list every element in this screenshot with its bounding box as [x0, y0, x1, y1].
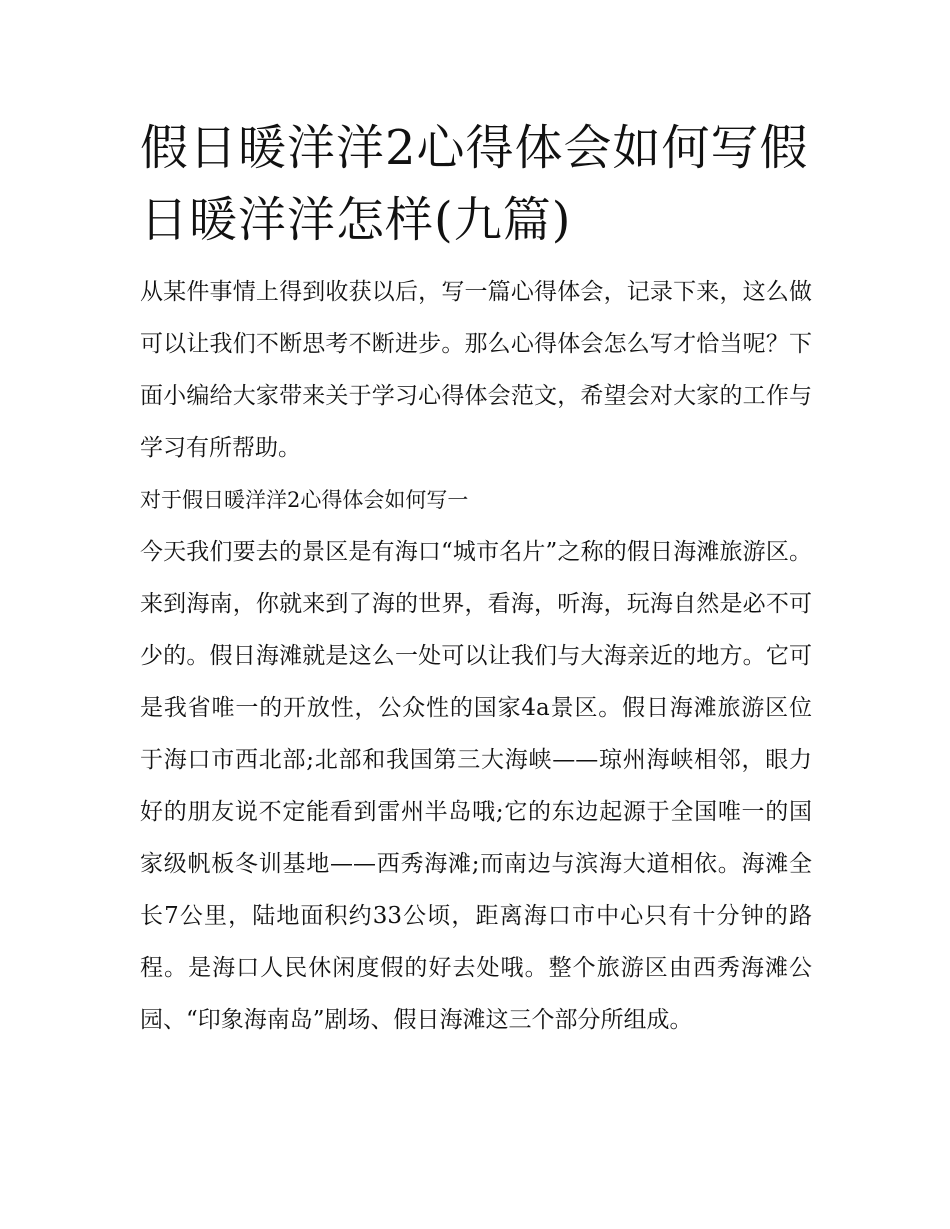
section-heading: 对于假日暖洋洋2心得体会如何写一: [140, 488, 469, 512]
body-paragraph: 今天我们要去的景区是有海口“城市名片”之称的假日海滩旅游区。来到海南，你就来到了海的世界，看海，听海，玩海自然是必不可少的。假日海滩就是这么一处可以让我们与大海亲近的地方。它可是我省唯一的开放性，公众性的国家4a景区。假日海滩旅游区位于海口市西北部;北部和我国第三大海峡——琼州海峡相邻，眼力好的朋友说不定能看到雷州半岛哦;它的东边起源于全国唯一的国家级帆板冬训基地——西秀海滩;而南边与滨海大道相依。海滩全长7公里，陆地面积约33公顷，距离海口市中心只有十分钟的路程。是海口人民休闲度假的好去处哦。整个旅游区由西秀海滩公园、“印象海南岛”剧场、假日海滩这三个部分所组成。: [140, 539, 812, 1033]
document-page: [140, 112, 812, 1046]
document-title: 假日暖洋洋2心得体会如何写假日暖洋洋怎样(九篇): [140, 120, 809, 248]
intro-paragraph: 从某件事情上得到收获以后，写一篇心得体会，记录下来，这么做可以让我们不断思考不断进步。那么心得体会怎么写才恰当呢？下面小编给大家带来关于学习心得体会范文，希望会对大家的工作与学习有所帮助。: [140, 279, 812, 461]
